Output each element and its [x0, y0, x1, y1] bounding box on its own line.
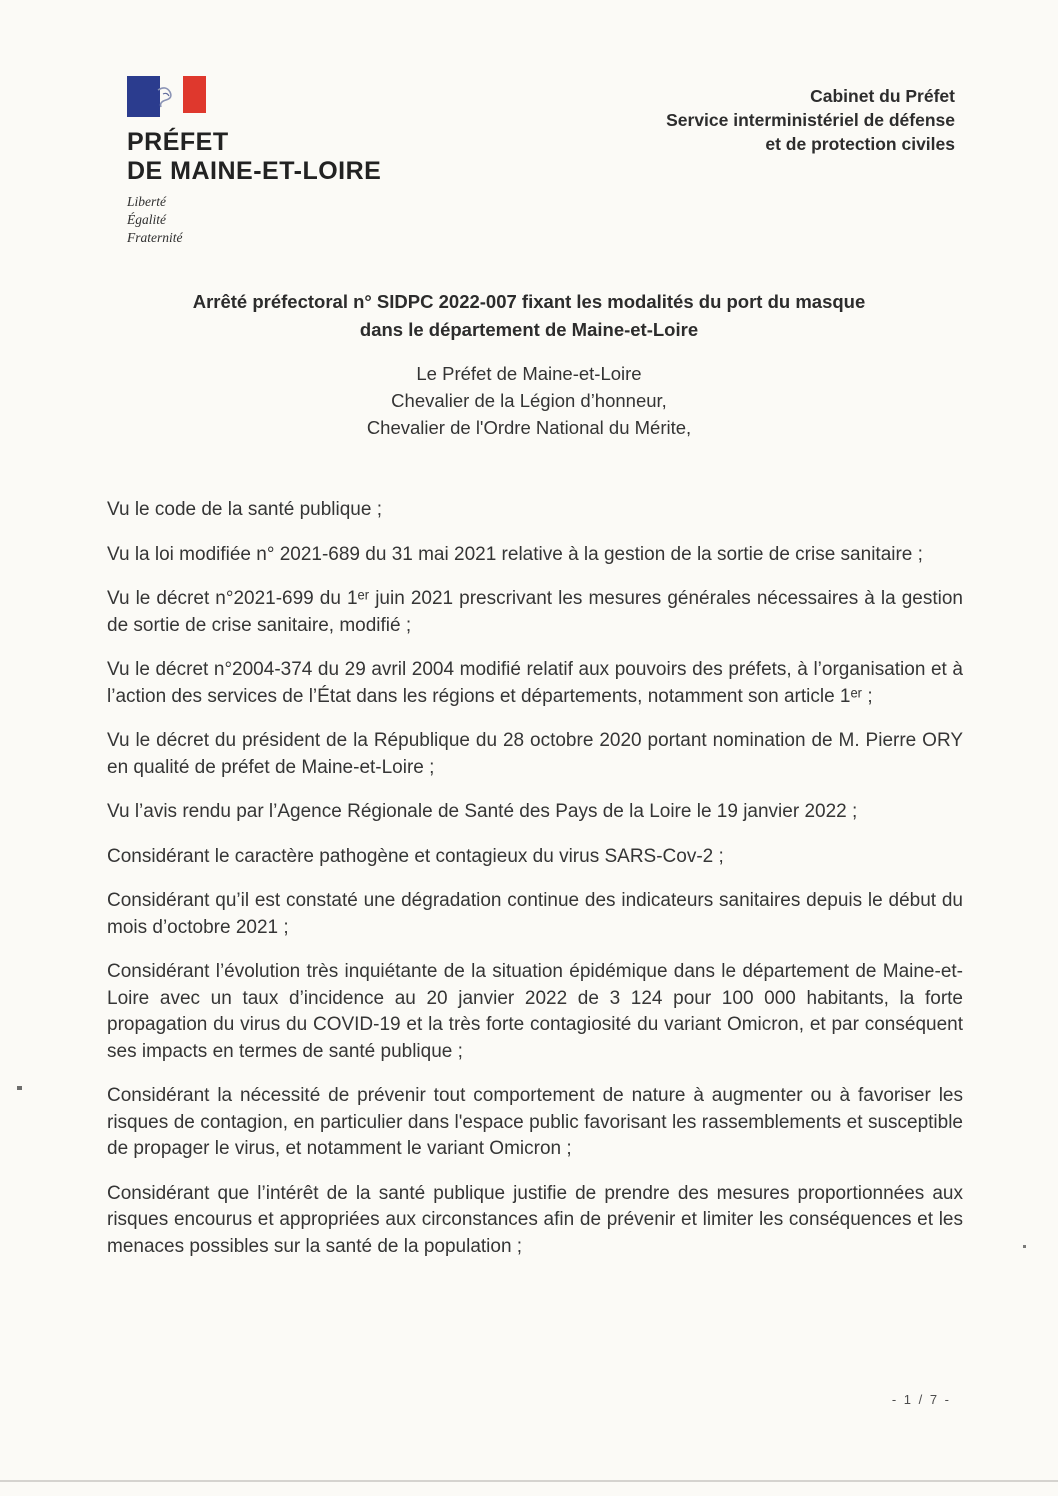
recital-paragraph: Vu le décret n°2021-699 du 1ᵉʳ juin 2021 prescrivant les mesures générales nécessaires à la gestion de sortie de crise sanitaire, modifié ;	[107, 588, 963, 636]
scan-speck	[1023, 1245, 1026, 1248]
issuing-service-line2: Service interministériel de défense	[666, 110, 955, 130]
republic-motto	[127, 193, 381, 247]
decree-title-line1: Arrêté préfectoral n° SIDPC 2022-007 fixant les modalités du port du masque	[192, 291, 866, 312]
issuing-service-line3: et de protection civiles	[765, 134, 955, 154]
considerant-paragraph: Considérant la nécessité de prévenir tout comportement de nature à augmenter ou à favoriser les risques de contagion, en particulier dans l'espace public favorisant les rassemblements et susceptible de propager le virus, et notamment le variant Omicron ;	[107, 1085, 963, 1159]
recital-paragraph: Vu le décret n°2004-374 du 29 avril 2004 modifié relatif aux pouvoirs des préfets, à l’organisation et à l’action des services de l’État dans les régions et départements, notamment son article 1ᵉʳ ;	[107, 659, 963, 707]
recital-paragraph: Vu l’avis rendu par l’Agence Régionale de Santé des Pays de la Loire le 19 janvier 2022 ;	[107, 801, 858, 822]
prefecture-logo	[127, 76, 381, 247]
considerant-paragraph: Considérant que l’intérêt de la santé publique justifie de prendre des mesures proportionnées aux risques encourus et appropriées aux circonstances afin de prévenir et limiter les conséquences et les menaces possibles sur la santé de la population ;	[107, 1182, 963, 1257]
salutation-line2: Chevalier de la Légion d’honneur,	[391, 390, 667, 411]
decree-body	[107, 497, 963, 1278]
motto-liberte: Liberté	[127, 194, 166, 209]
french-flag-marianne-icon	[127, 76, 381, 120]
recital-paragraph: Vu le décret du président de la République du 28 octobre 2020 portant nomination de M. Pierre ORY en qualité de préfet de Maine-et-Loire ;	[107, 730, 963, 778]
decree-title	[0, 288, 1058, 344]
issuing-service-block	[475, 84, 955, 156]
recital-paragraph: Vu le code de la santé publique ;	[107, 499, 382, 520]
issuing-service-line1: Cabinet du Préfet	[810, 86, 955, 106]
prefecture-name-line2: DE MAINE-ET-LOIRE	[127, 157, 382, 185]
marianne-profile-icon	[160, 76, 174, 117]
scan-speck	[17, 1086, 22, 1090]
recital-paragraph: Vu la loi modifiée n° 2021-689 du 31 mai 2021 relative à la gestion de la sortie de crise sanitaire ;	[107, 543, 923, 565]
salutation-line3: Chevalier de l'Ordre National du Mérite,	[366, 417, 692, 438]
considerant-paragraph: Considérant qu’il est constaté une dégradation continue des indicateurs sanitaires depuis le début du mois d’octobre 2021 ;	[107, 890, 963, 938]
considerant-paragraph: Considérant l’évolution très inquiétante de la situation épidémique dans le département de Maine-et-Loire avec un taux d’incidence au 20 janvier 2022 de 3 124 pour 100 000 habitants, la forte propagation du virus du COVID-19 et la très forte contagiosité du variant Omicron, et par conséquent ses impacts en termes de santé publique ;	[107, 961, 963, 1062]
page-number: - 1 / 7 -	[891, 1392, 951, 1407]
prefecture-name-line1: PRÉFET	[127, 128, 229, 156]
salutation-line1: Le Préfet de Maine-et-Loire	[416, 363, 642, 384]
decree-title-line2: dans le département de Maine-et-Loire	[359, 319, 699, 340]
prefect-salutation	[0, 360, 1058, 441]
motto-egalite: Égalité	[127, 212, 166, 227]
considerant-paragraph: Considérant le caractère pathogène et contagieux du virus SARS-Cov-2 ;	[107, 845, 724, 867]
scan-edge-artifact	[0, 1480, 1058, 1482]
motto-fraternite: Fraternité	[127, 230, 183, 245]
flag-red-stripe	[183, 76, 206, 113]
